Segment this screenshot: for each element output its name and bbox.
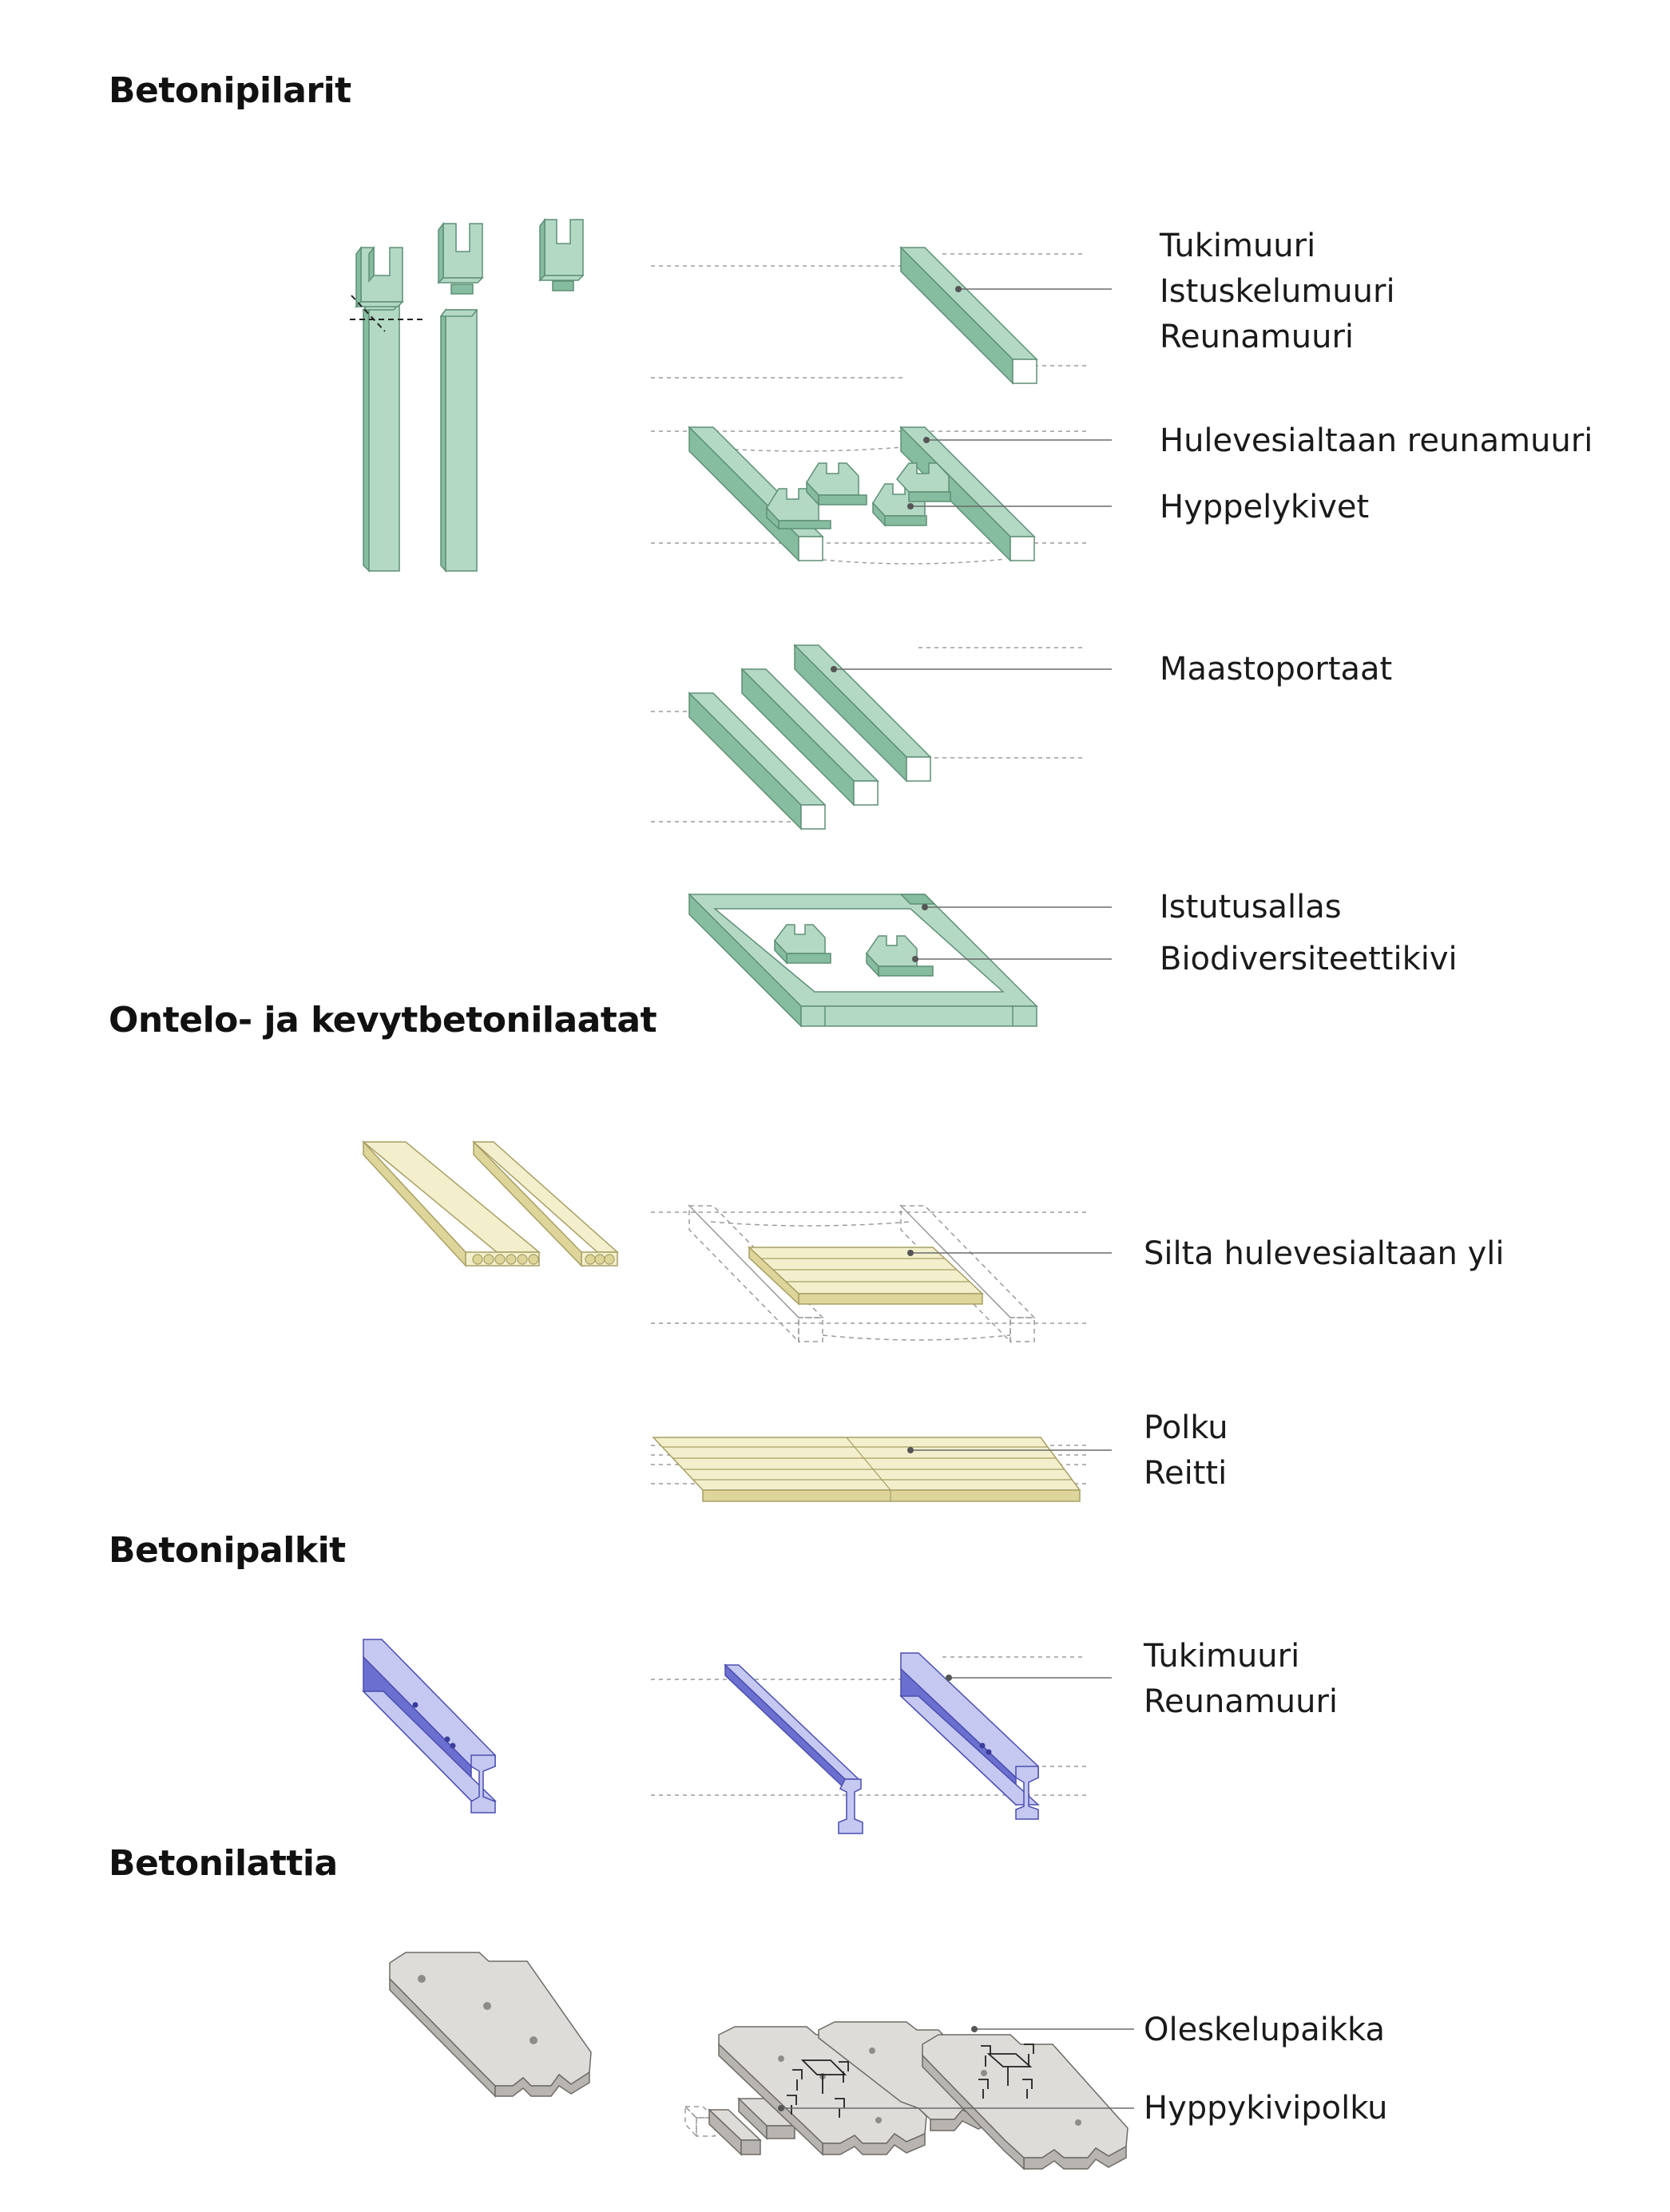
label-istuskelumuuri: Istuskelumuuri bbox=[1160, 273, 1395, 310]
label-tukimuuri: Tukimuuri bbox=[1160, 228, 1316, 264]
maastoportaat-stairs bbox=[651, 645, 1112, 829]
label-reunamuuri: Reunamuuri bbox=[1160, 319, 1355, 355]
heading-betonipalkit: Betonipalkit bbox=[109, 1530, 346, 1571]
label-reunamuuri-2: Reunamuuri bbox=[1144, 1683, 1339, 1720]
floor-composition bbox=[685, 2022, 1134, 2169]
pillar-cap bbox=[540, 220, 583, 291]
istutusallas-planter bbox=[689, 894, 1112, 1026]
label-biodiversiteettikivi: Biodiversiteettikivi bbox=[1160, 941, 1458, 977]
tukimuuri-wall bbox=[651, 248, 1112, 383]
label-istutusallas: Istutusallas bbox=[1160, 889, 1342, 926]
stepping-stones bbox=[767, 463, 950, 529]
heading-betonipilarit: Betonipilarit bbox=[109, 70, 351, 111]
pillar-elements-group bbox=[350, 220, 583, 571]
floor-elements-group bbox=[390, 1952, 591, 2096]
heading-betonilattia: Betonilattia bbox=[109, 1843, 338, 1884]
beam-elements-group bbox=[363, 1639, 495, 1813]
pillar-exploded bbox=[438, 224, 482, 571]
hulevesiallas-walls bbox=[651, 427, 1112, 564]
pillar-with-cut bbox=[350, 248, 423, 571]
silta-bridge bbox=[651, 1206, 1112, 1342]
slab-elements-group bbox=[363, 1142, 617, 1266]
heading-ontelo-kevytbetonilaatat: Ontelo- ja kevytbetonilaatat bbox=[109, 1000, 657, 1041]
beam-walls bbox=[651, 1653, 1112, 1833]
label-hyppykivipolku: Hyppykivipolku bbox=[1144, 2090, 1388, 2127]
label-oleskelupaikka: Oleskelupaikka bbox=[1144, 2012, 1386, 2048]
label-hyppelykivet: Hyppelykivet bbox=[1160, 489, 1370, 525]
label-hulevesialtaan-reunamuuri: Hulevesialtaan reunamuuri bbox=[1160, 422, 1593, 459]
polku-path bbox=[651, 1437, 1112, 1501]
label-polku: Polku bbox=[1144, 1409, 1228, 1446]
label-tukimuuri-2: Tukimuuri bbox=[1144, 1638, 1300, 1675]
label-reitti: Reitti bbox=[1144, 1455, 1228, 1492]
label-maastoportaat: Maastoportaat bbox=[1160, 651, 1393, 688]
label-silta-hulevesialtaan-yli: Silta hulevesialtaan yli bbox=[1144, 1235, 1505, 1272]
